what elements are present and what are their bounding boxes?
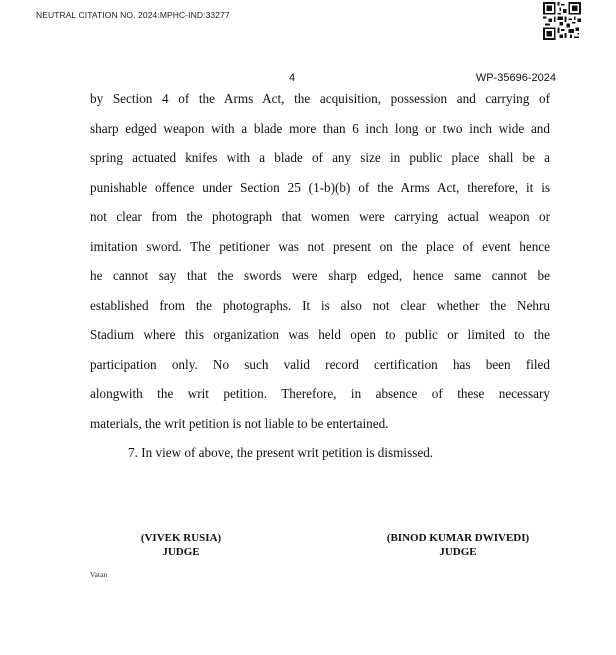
text-line: imitation sword. The petitioner was not present on the place of event hence [90, 238, 550, 254]
text-line: by Section 4 of the Arms Act, the acquisition, possession and carrying of [90, 91, 550, 106]
text-line: Stadium where this organization was held open to public or limited to the [90, 327, 550, 342]
text-line: punishable offence under Section 25 (1-b)(b) of the Arms Act, therefore, it is [90, 179, 550, 195]
signature-block-right [372, 531, 544, 559]
paragraph-6 [90, 84, 550, 468]
text-line: he cannot say that the swords were sharp edged, hence same cannot be [90, 268, 550, 283]
judge-title: JUDGE [162, 546, 200, 558]
text-line: alongwith the writ petition. Therefore, in absence of these necessary [90, 386, 550, 401]
text-line: sharp edged weapon with a blade more than 6 inch long or two inch wide and [90, 120, 550, 136]
text-line: participation only. No such valid record certification has been filed [90, 356, 550, 372]
judge-name: (BINOD KUMAR DWIVEDI) [386, 532, 530, 544]
signature-block-left [127, 531, 235, 559]
neutral-citation: NEUTRAL CITATION NO. 2024:MPHC-IND:33277 [36, 10, 230, 20]
judge-name: (VIVEK RUSIA) [140, 532, 222, 544]
case-number: WP-35696-2024 [475, 72, 556, 84]
judge-title: JUDGE [439, 546, 477, 558]
paragraph-7: 7. In view of above, the present writ petition is dismissed. [128, 445, 434, 460]
text-line: spring actuated knifes with a blade of any size in public place shall be a [90, 150, 550, 165]
qr-code-icon [543, 2, 581, 40]
text-line: not clear from the photograph that women were carrying actual weapon or [90, 209, 550, 224]
typist-initials: Vatan [90, 570, 108, 579]
text-line: established from the photographs. It is also not clear whether the Nehru [90, 297, 550, 313]
page-number: 4 [289, 72, 296, 84]
text-line: materials, the writ petition is not liable to be entertained. [90, 415, 389, 431]
